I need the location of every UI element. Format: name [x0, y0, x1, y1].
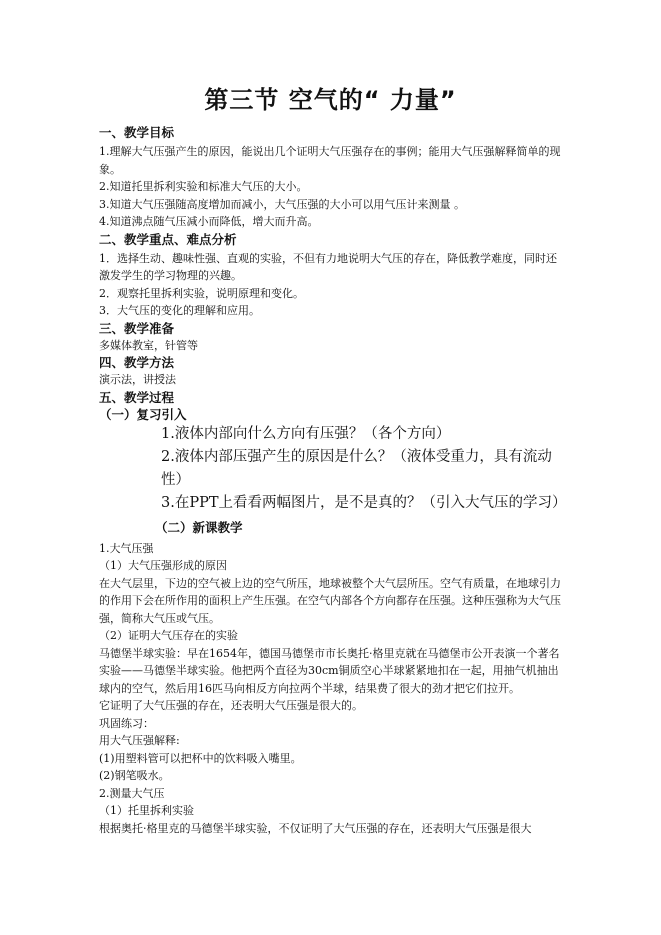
topic-1-2-title: （2）证明大气压存在的实验: [99, 629, 238, 642]
objective-1: 1.理解大气压强产生的原因，能说出几个证明大气压强存在的事例；能用大气压强解释简单的现象。: [99, 145, 561, 176]
practice-item-1: (1)用塑料管可以把杯中的饮料吸入嘴里。: [99, 751, 302, 765]
practice-title: 巩固练习：: [99, 716, 154, 730]
topic-1-title: 1.大气压强: [99, 541, 154, 555]
review-question-1: 1.液体内部向什么方向有压强？（各个方向）: [161, 425, 451, 442]
topic-2-1-title: （1）托里拆利实验: [99, 804, 194, 817]
topic-2-1-text: 根据奥托·格里克的马德堡半球实验，不仅证明了大气压强的存在，还表明大气压强是很大: [99, 821, 532, 835]
topic-1-2-conclusion: 它证明了大气压强的存在，还表明大气压强是很大的。: [99, 699, 363, 712]
topic-1-2-text: 马德堡半球实验：早在1654年，德国马德堡市市长奥托·格里克就在马德堡市公开表演一个著名实验——马德堡半球实验。他把两个直径为30cm铜质空心半球紧紧地扣在一起，用抽气机抽出球内的空气，然后用16匹马向相反方向拉两个半球，结果费了很大的劲才把它们拉开。: [99, 646, 560, 695]
section-3-heading: 三、教学准备: [99, 320, 175, 336]
practice-lead: 用大气压强解释:: [99, 734, 180, 747]
objective-3: 3.知道大气压强随高度增加而减小，大气压强的大小可以用气压计来测量 。: [99, 197, 465, 211]
objective-4: 4.知道沸点随气压减小而降低，增大而升高。: [99, 215, 319, 228]
topic-1-1-text: 在大气层里，下边的空气被上边的空气所压，地球被整个大气层所压。空气有质量，在地球引力的作用下会在所作用的面积上产生压强。在空气内部各个方向都存在压强。这种压强称为大气压强，简称大气压或气压。: [99, 576, 561, 625]
review-heading: （一）复习引入: [99, 406, 187, 422]
topic-1-1-title: （1）大气压强形成的原因: [99, 559, 227, 572]
practice-item-2: (2)钢笔吸水。: [99, 769, 170, 782]
keypoint-3: 3．大气压的变化的理解和应用。: [99, 304, 260, 317]
page-title: 第三节 空气的“ 力量”: [204, 86, 457, 114]
objective-2: 2.知道托里拆利实验和标准大气压的大小。: [99, 180, 308, 193]
section-5-heading: 五、教学过程: [99, 389, 175, 405]
review-question-2: 2.液体内部压强产生的原因是什么？（液体受重力，具有流动性）: [161, 448, 552, 488]
preparation-text: 多媒体教室，针管等: [99, 338, 198, 352]
review-question-3: 3.在PPT上看看两幅图片，是不是真的？（引入大气压的学习）: [161, 494, 567, 511]
section-4-heading: 四、教学方法: [99, 355, 175, 370]
new-lesson-heading: （二）新课教学: [155, 519, 243, 535]
section-1-heading: 一、教学目标: [99, 125, 175, 140]
document-body: [99, 124, 565, 837]
keypoint-1: 1．选择生动、趣味性强、直观的实验，不但有力地说明大气压的存在，降低教学难度，同时还激发学生的学习物理的兴趣。: [99, 251, 557, 282]
section-2-heading: 二、教学重点、难点分析: [99, 231, 237, 247]
topic-2-title: 2.测量大气压: [99, 786, 165, 800]
keypoint-2: 2．观察托里拆利实验，说明原理和变化。: [99, 286, 304, 300]
method-text: 演示法，讲授法: [99, 373, 176, 386]
